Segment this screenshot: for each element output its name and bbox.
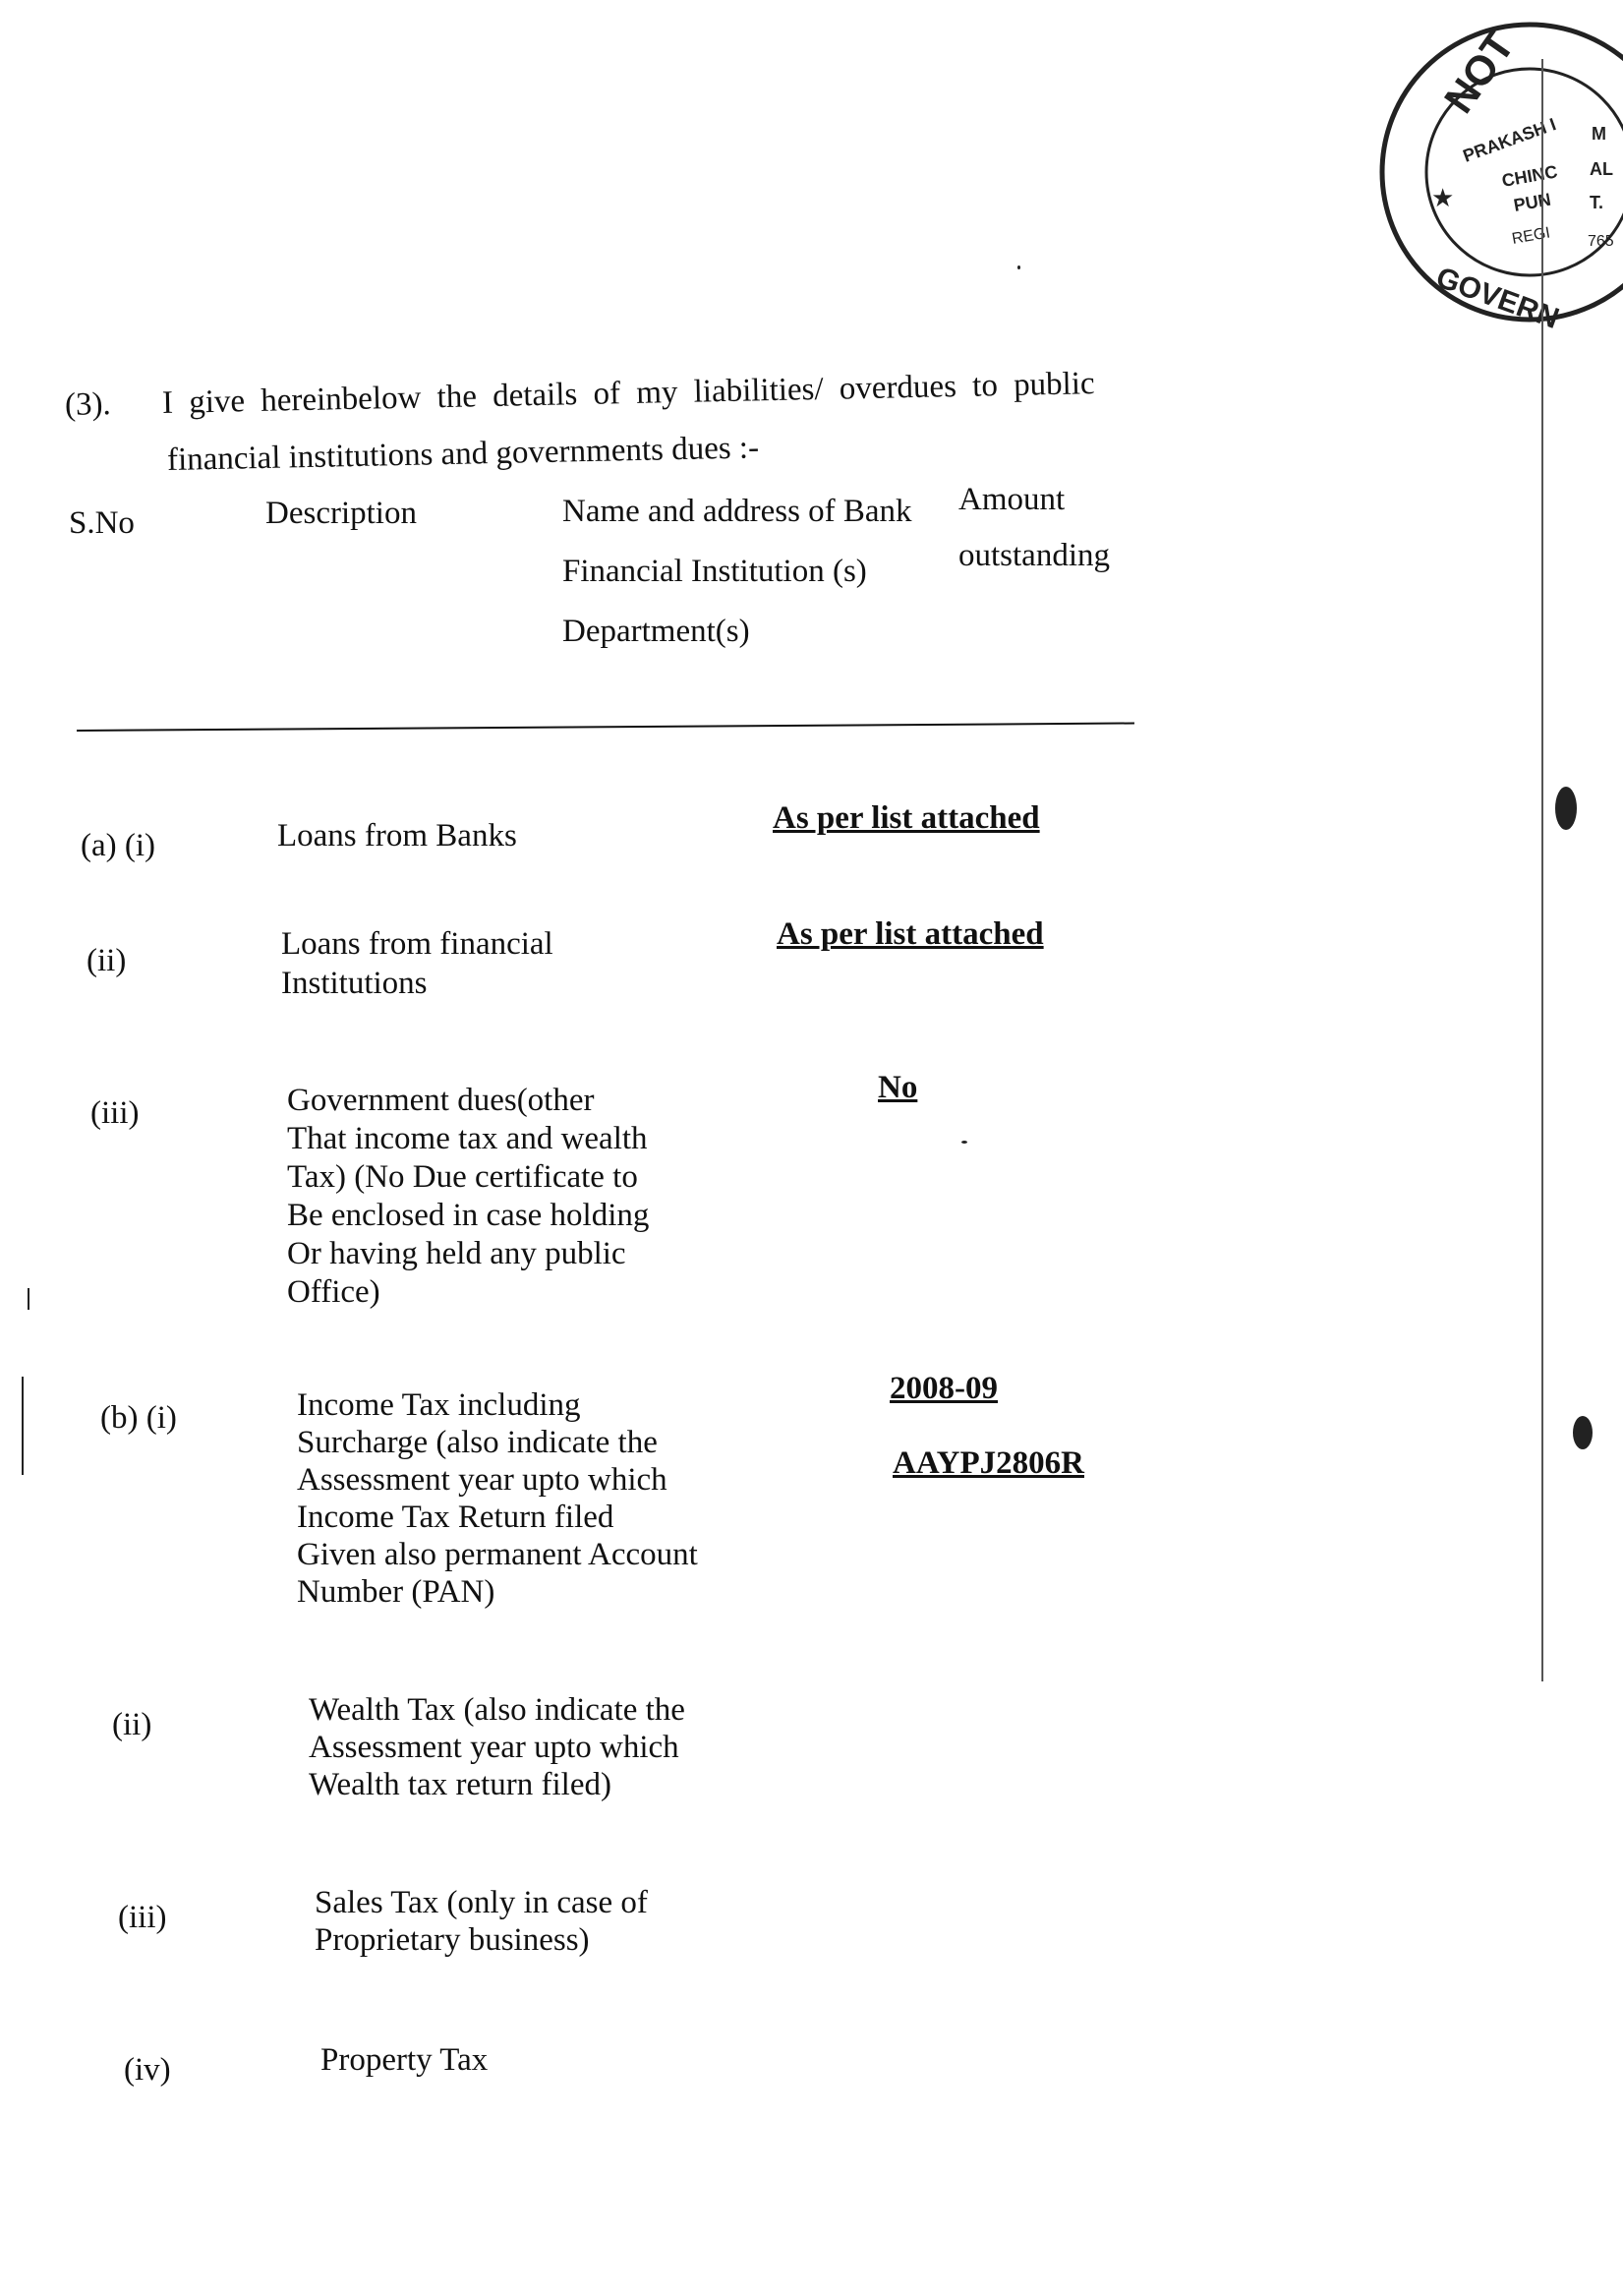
row-sno: (iii) <box>90 1095 140 1131</box>
row-sno: (ii) <box>112 1707 152 1742</box>
row-description: Property Tax <box>320 2042 489 2078</box>
stamp-side-4: 765 <box>1588 233 1614 250</box>
section-intro-line-2: financial institutions and governments dues :- <box>166 430 760 478</box>
scan-speck <box>961 1141 967 1144</box>
section-number: (3). <box>64 386 112 423</box>
row-sno: (b) (i) <box>100 1400 177 1436</box>
row-sno: (a) (i) <box>81 828 156 863</box>
row-value: As per list attached <box>777 916 1044 952</box>
row-description: Loans from Banks <box>277 818 517 854</box>
row-value: No <box>878 1070 918 1105</box>
stamp-text-bottom: GOVERN <box>1431 261 1564 336</box>
header-sno: S.No <box>69 505 135 541</box>
row-description: Wealth Tax (also indicate the Assessment year upto which Wealth tax return filed) <box>309 1692 685 1802</box>
row-value-pan: AAYPJ2806R <box>893 1445 1084 1481</box>
scan-mark <box>28 1288 29 1310</box>
scan-mark <box>22 1377 24 1475</box>
row-description: Loans from financial Institutions <box>281 926 553 1001</box>
row-value: As per list attached <box>773 800 1040 836</box>
scan-edge-line <box>1541 59 1543 1681</box>
punch-hole-mark <box>1555 787 1577 830</box>
punch-hole-mark <box>1573 1416 1593 1449</box>
stamp-inner-line-3: PUN <box>1512 189 1553 215</box>
row-description: Sales Tax (only in case of Proprietary business) <box>315 1885 648 1958</box>
stamp-side-1: M <box>1592 124 1606 144</box>
section-intro-line-1: I give hereinbelow the details of my liabilities/ overdues to public <box>161 366 1095 421</box>
notary-stamp-seal <box>1348 0 1623 364</box>
header-divider <box>77 722 1134 732</box>
row-description: Government dues(other That income tax and wealth Tax) (No Due certificate to Be enclosed in case holding Or having held any public Office) <box>287 1083 650 1310</box>
stamp-inner-line-1: PRAKASH I <box>1460 114 1559 166</box>
header-bank: Name and address of Bank Financial Institution (s) Department(s) <box>562 494 912 649</box>
stamp-side-2: AL <box>1590 159 1613 179</box>
row-sno: (ii) <box>87 943 127 978</box>
row-value: 2008-09 <box>890 1371 998 1406</box>
star-icon: ★ <box>1431 184 1455 213</box>
row-description: Income Tax including Surcharge (also indicate the Assessment year upto which Income Tax Return filed Given also permanent Account Number (PAN) <box>297 1387 698 1610</box>
row-sno: (iv) <box>124 2052 171 2088</box>
header-amount: Amount outstanding <box>958 482 1110 573</box>
header-description: Description <box>265 496 417 531</box>
notary-stamp <box>1348 0 1623 364</box>
row-sno: (iii) <box>118 1900 167 1935</box>
stamp-inner-line-4: REGI <box>1510 224 1552 248</box>
stamp-text-top: NOT <box>1434 23 1524 122</box>
scan-speck <box>1017 265 1020 269</box>
stamp-side-3: T. <box>1590 193 1604 212</box>
stamp-inner-line-2: CHINC <box>1500 161 1559 191</box>
